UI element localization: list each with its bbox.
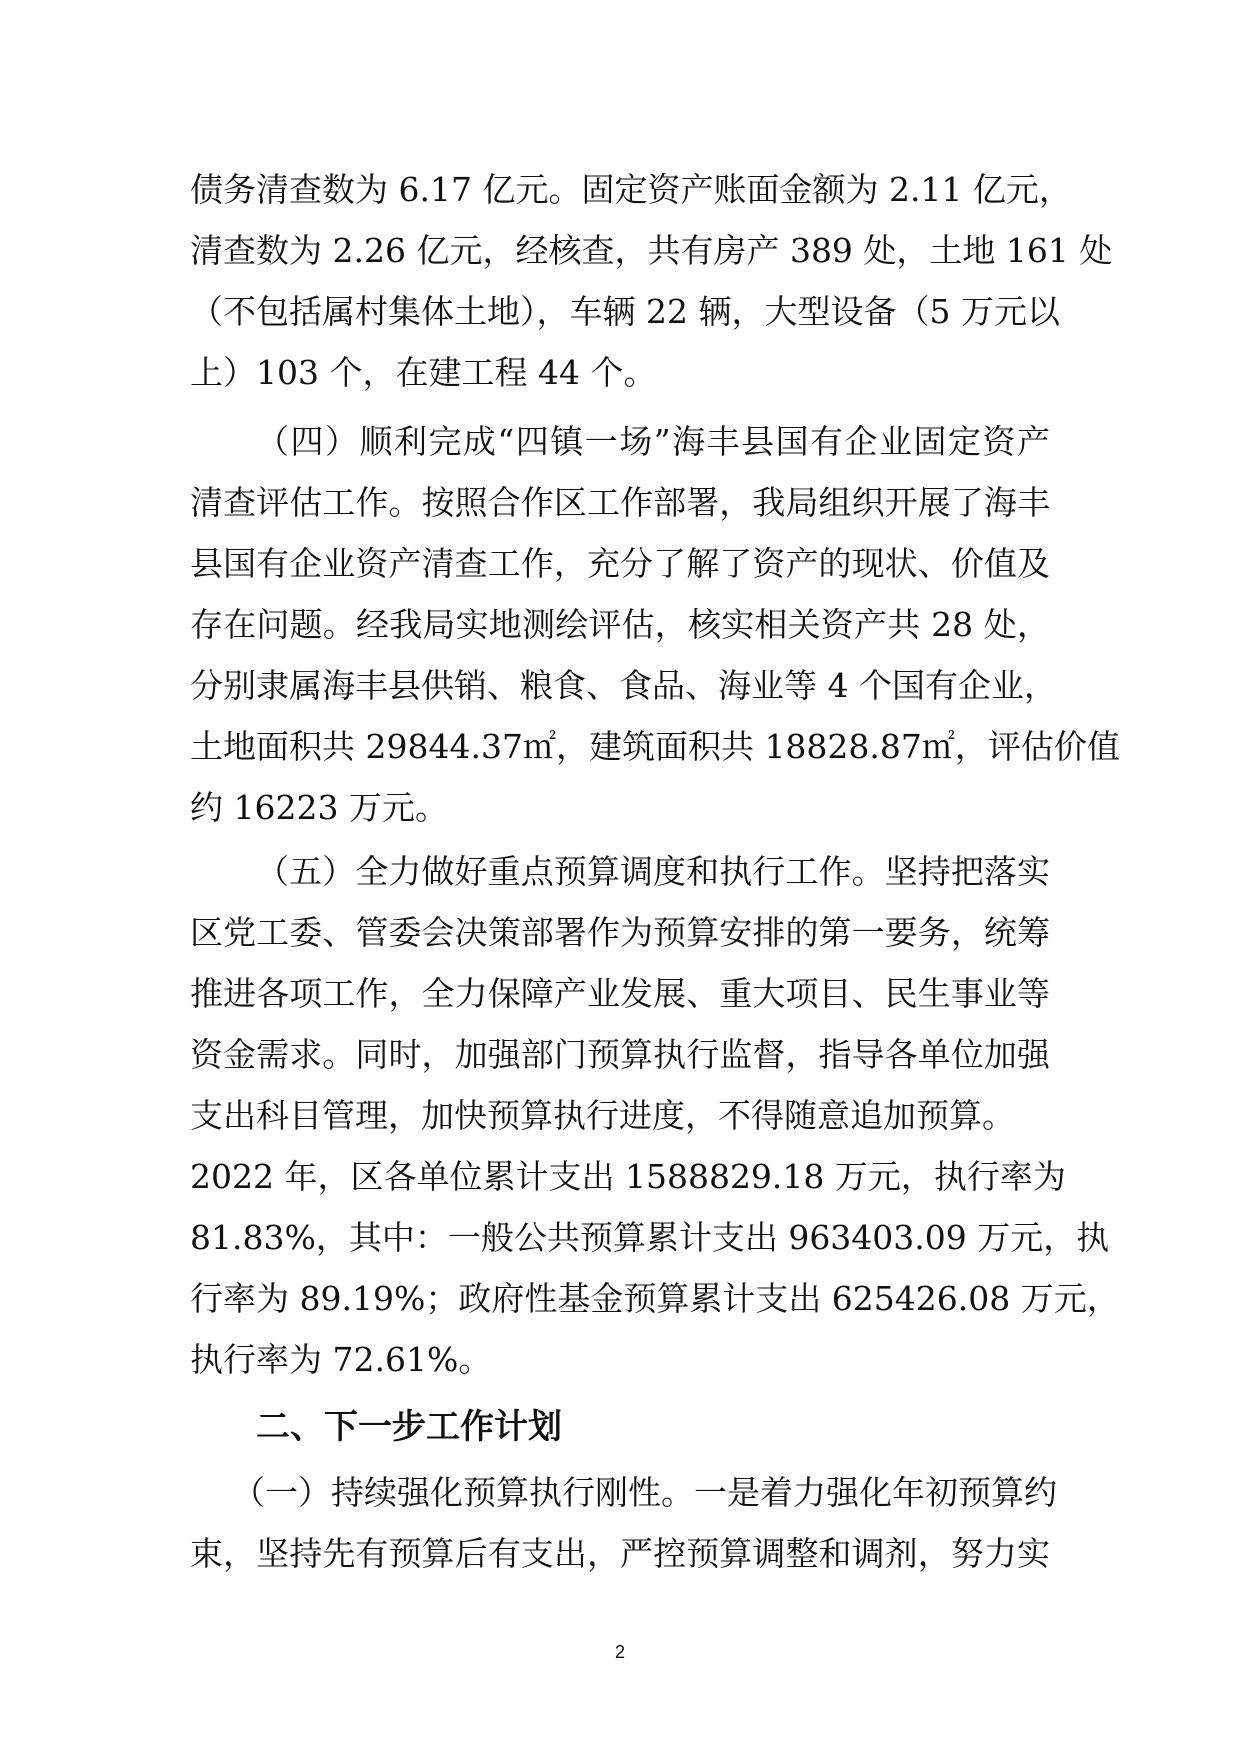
body-line: 行率为 89.19%；政府性基金预算累计支出 625426.08 万元， (190, 1279, 1120, 1318)
body-line: 上）103 个，在建工程 44 个。 (190, 353, 657, 392)
section-heading: 二、下一步工作计划 (256, 1407, 562, 1447)
body-line: 束，坚持先有预算后有支出，严控预算调整和调剂，努力实 (190, 1534, 1050, 1573)
body-line: （不包括属村集体土地），车辆 22 辆，大型设备（5 万元以 (190, 292, 1060, 331)
body-line: 县国有企业资产清查工作，充分了解了资产的现状、价值及 (190, 544, 1050, 583)
body-line: 清查评估工作。按照合作区工作部署，我局组织开展了海丰 (190, 483, 1050, 522)
body-line: 81.83%，其中：一般公共预算累计支出 963403.09 万元，执 (190, 1218, 1110, 1257)
body-line: 资金需求。同时，加强部门预算执行监督，指导各单位加强 (190, 1035, 1050, 1074)
body-line: 执行率为 72.61%。 (190, 1340, 492, 1379)
body-line: 存在问题。经我局实地测绘评估，核实相关资产共 28 处， (190, 605, 1050, 644)
paragraph-heading-1: （一）持续强化预算执行刚性。一是着力强化年初预算约 (232, 1473, 1057, 1512)
paragraph-heading-4: （四）顺利完成“四镇一场”海丰县国有企业固定资产 (256, 422, 1050, 461)
body-line: 区党工委、管委会决策部署作为预算安排的第一要务，统筹 (190, 913, 1050, 952)
body-line: 分别隶属海丰县供销、粮食、食品、海业等 4 个国有企业， (190, 666, 1057, 705)
body-line: 推进各项工作，全力保障产业发展、重大项目、民生事业等 (190, 974, 1050, 1013)
body-line: 支出科目管理，加快预算执行进度，不得随意追加预算。 (190, 1096, 1015, 1135)
body-line: 2022 年，区各单位累计支出 1588829.18 万元，执行率为 (190, 1157, 1066, 1196)
body-line: 约 16223 万元。 (190, 788, 448, 827)
body-line: 清查数为 2.26 亿元，经核查，共有房产 389 处，土地 161 处 (190, 231, 1113, 270)
body-line: 土地面积共 29844.37㎡，建筑面积共 18828.87㎡，评估价值 (190, 727, 1120, 766)
body-line: 债务清查数为 6.17 亿元。固定资产账面金额为 2.11 亿元， (190, 170, 1072, 209)
paragraph-heading-5: （五）全力做好重点预算调度和执行工作。坚持把落实 (256, 852, 1050, 891)
page-number: 2 (614, 1642, 625, 1662)
